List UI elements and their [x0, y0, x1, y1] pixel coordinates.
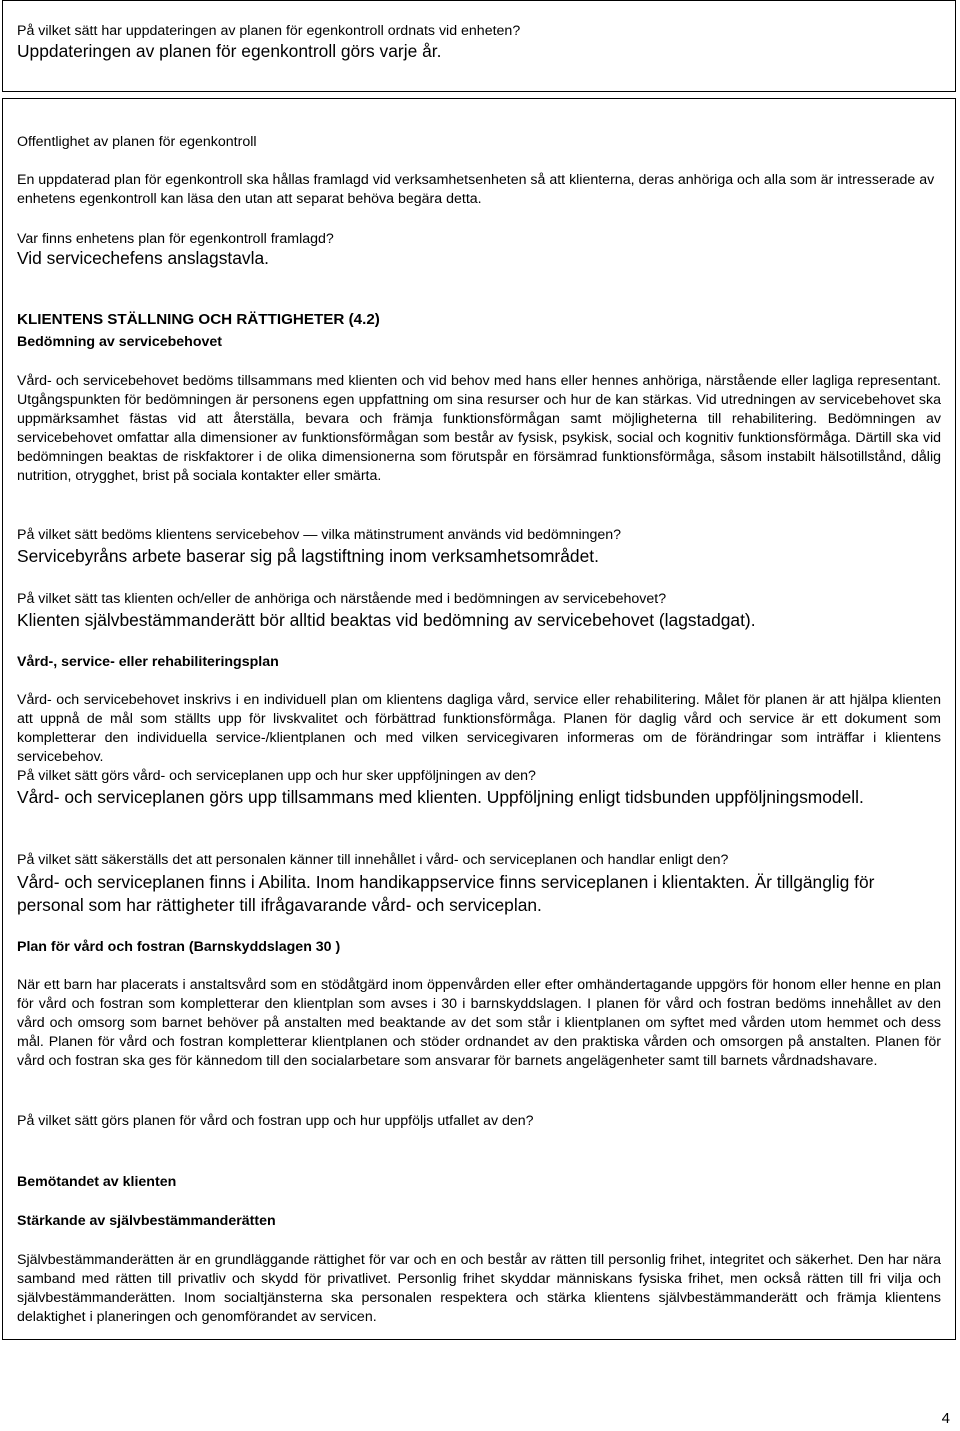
answer-participation: Klienten självbestämmanderätt bör alltid beaktas vid bedömning av servicebehovet (lagstadgat).: [17, 610, 756, 630]
heading-child: Plan för vård och fostran (Barnskyddslagen 30 ): [17, 939, 341, 955]
answer-update: Uppdateringen av planen för egenkontroll görs varje år.: [17, 41, 442, 61]
question-plan: På vilket sätt görs vård- och serviceplanen upp och hur sker uppföljningen av den?: [17, 768, 536, 784]
child-text: När ett barn har placerats i anstaltsvård som en stödåtgärd inom öppenvården eller efter omhändertagande uppgörs för honom eller henne en plan för vård och fostran som kompletterar den klientplan som avses i 30 i barnskyddslagen. I planen för vård och fostran bedöms innehållet av den vård och omsorg som barnet behöver på anstalten med beaktande av det som står i klientplanen om syftet med vården utom hemmet och dess mål. Planen för vård och fostran kompletterar klientplanen och stöder ordnandet av den praktiska vården och omsorgen på anstalten. Planen för vård och fostran ska ges för kännedom till den socialarbetare som ansvarar för barnets angelägenheter samt till barnets vårdnadshavare.: [17, 977, 941, 1069]
page-number: 4: [941, 1410, 950, 1427]
main-section-box: [2, 98, 956, 1340]
plan-text: Vård- och servicebehovet inskrivs i en individuell plan om klientens dagliga vård, service eller rehabilitering. Målet för planen är att hjälpa klienten att uppnå de mål som ställts upp för livskvalitet och förbättrad funktionsförmåga. Planen för daglig vård och service är ett dokument som kompletterar den individuella service-/klientplanen och med vilken servicegivaren informeras om de förändringar som inträffar i klientens servicebehov.: [17, 692, 941, 765]
heading-plan: Vård-, service- eller rehabiliteringsplan: [17, 654, 279, 670]
heading-treatment: Bemötandet av klienten: [17, 1174, 177, 1190]
assessment-text: Vård- och servicebehovet bedöms tillsammans med klienten och vid behov med hans eller hennes anhöriga, närstående eller lagliga representant. Utgångspunkten för bedömningen är personens egen uppfattning om sina resurser och hur de kan stärkas. Vid utredningen av servicebehovet ska uppmärksamhet fästas vid att återställa, bevara och främja funktionsförmågan samt möjligheterna till rehabilitering. Bedömningen av servicebehovet omfattar alla dimensioner av funktionsförmågan som består av fysisk, psykisk, social och kognitiv funktionsförmåga. Därtill ska vid bedömningen beaktas de riskfaktorer i de olika dimensionerna som förutspår en försämrad funktionsförmåga, såsom instabilt hälsotillstånd, dålig nutrition, otrygghet, brist på sociala kontakter eller smärta.: [17, 373, 941, 484]
answer-plan: Vård- och serviceplanen görs upp tillsammans med klienten. Uppföljning enligt tidsbunden uppföljningsmodell.: [17, 787, 864, 807]
question-child: På vilket sätt görs planen för vård och fostran upp och hur uppföljs utfallet av den?: [17, 1113, 534, 1129]
heading-public: Offentlighet av planen för egenkontroll: [17, 134, 257, 150]
answer-staff: Vård- och serviceplanen finns i Abilita. Inom handikappservice finns serviceplanen i klientakten. Är tillgänglig för personal som har rättigheter till ifrågavarande vård- och serviceplan.: [17, 872, 875, 915]
answer-instruments: Servicebyråns arbete baserar sig på lagstiftning inom verksamhetsområdet.: [17, 546, 599, 566]
question-where: Var finns enhetens plan för egenkontroll framlagd?: [17, 231, 334, 247]
question-update: På vilket sätt har uppdateringen av planen för egenkontroll ordnats vid enheten?: [17, 23, 521, 39]
update-section-box: [2, 0, 956, 92]
section-title: KLIENTENS STÄLLNING OCH RÄTTIGHETER (4.2): [17, 311, 380, 328]
selfdet-text: Självbestämmanderätten är en grundläggande rättighet för var och en och består av rätten till personlig frihet, integritet och säkerhet. Den har nära samband med rätten till privatliv och skydd för privatlivet. Personlig frihet skyddar människans fysiska frihet, men också rätten till fri vilja och självbestämmanderätten. Inom socialtjänsterna ska personalen respektera och stärka klientens självbestämmanderätt och främja klientens delaktighet i planeringen och genomförandet av servicen.: [17, 1252, 941, 1325]
heading-assessment: Bedömning av servicebehovet: [17, 334, 222, 350]
public-text: En uppdaterad plan för egenkontroll ska hållas framlagd vid verksamhetsenheten så att klienterna, deras anhöriga och alla som är intresserade av enhetens egenkontroll kan läsa den utan att separat behöva begära detta.: [17, 172, 935, 207]
heading-selfdet: Stärkande av självbestämmanderätten: [17, 1213, 276, 1229]
question-staff: På vilket sätt säkerställs det att personalen känner till innehållet i vård- och serviceplanen och handlar enligt den?: [17, 852, 729, 868]
answer-where: Vid servicechefens anslagstavla.: [17, 248, 269, 268]
question-instruments: På vilket sätt bedöms klientens servicebehov — vilka mätinstrument används vid bedömningen?: [17, 527, 622, 543]
question-participation: På vilket sätt tas klienten och/eller de anhöriga och närstående med i bedömningen av servicebehovet?: [17, 591, 667, 607]
